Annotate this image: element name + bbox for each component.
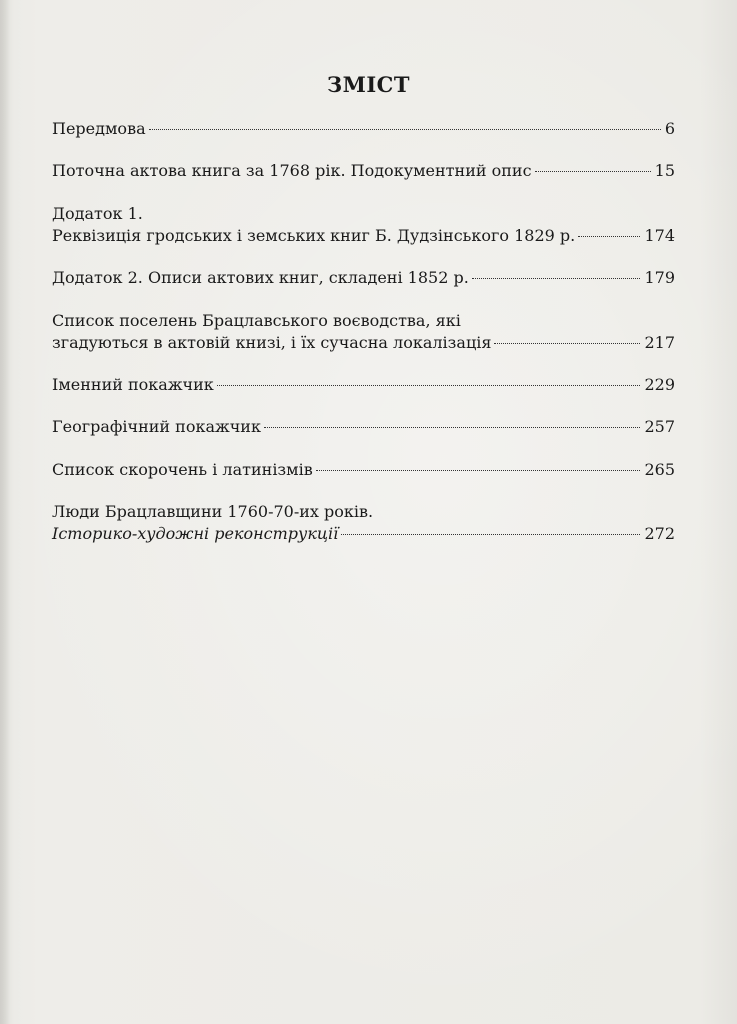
toc-entry-appendix-2[interactable]: [52, 267, 675, 289]
toc-entry-line: [52, 523, 675, 545]
toc-entry-current-act-book[interactable]: [52, 160, 675, 182]
dot-leader: [578, 236, 640, 237]
toc-page-number: 217: [644, 333, 675, 352]
toc-entry-title: Додаток 1.: [52, 204, 143, 223]
toc-entry-title: Поточна актова книга за 1768 рік. Подокументний опис: [52, 161, 532, 180]
dot-leader: [494, 343, 640, 344]
toc-entry-title: Історико-художні реконструкції: [52, 524, 339, 543]
toc-entry-line: [52, 374, 675, 396]
dot-leader: [264, 427, 641, 428]
toc-page-number: 179: [644, 268, 675, 287]
toc-page-number: 265: [644, 460, 675, 479]
toc-entry-line: [52, 416, 675, 438]
toc-entry-appendix-1[interactable]: [52, 203, 675, 247]
toc-entry-title: Іменний покажчик: [52, 375, 214, 394]
toc-entry-line: [52, 118, 675, 140]
toc-entry-title: Список поселень Брацлавського воєводства, які: [52, 311, 461, 330]
toc-entry-title: Географічний покажчик: [52, 417, 261, 436]
toc-entry-line: [52, 160, 675, 182]
toc-entry-settlements-list[interactable]: [52, 310, 675, 354]
toc-entry-preface[interactable]: [52, 118, 675, 140]
page-title: ЗМІСТ: [326, 72, 411, 97]
toc-page-number: 6: [664, 119, 675, 138]
toc-entry-title: згадуються в актовій книзі, і їх сучасна локалізація: [52, 333, 492, 352]
toc-entry-line: [52, 267, 675, 289]
toc-entry-line: [52, 310, 675, 332]
page-binding-shadow: [0, 0, 10, 1024]
toc-entry-geographic-index[interactable]: [52, 416, 675, 438]
dot-leader: [316, 470, 641, 471]
dot-leader: [341, 534, 640, 535]
toc-entry-line: [52, 332, 675, 354]
toc-page-number: 257: [644, 417, 675, 436]
toc-page-number: 174: [644, 226, 675, 245]
toc-entry-title: Додаток 2. Описи актових книг, складені 1852 р.: [52, 268, 469, 287]
toc-entry-title: Передмова: [52, 119, 146, 138]
toc-entry-line: [52, 459, 675, 481]
toc-entry-title: Люди Брацлавщини 1760-70-их років.: [52, 502, 374, 521]
dot-leader: [217, 385, 641, 386]
toc-page-number: 272: [644, 524, 675, 543]
dot-leader: [472, 278, 641, 279]
toc-page-number: 229: [644, 375, 675, 394]
toc-entry-name-index[interactable]: [52, 374, 675, 396]
dot-leader: [535, 171, 651, 172]
toc-entry-line: [52, 203, 675, 225]
toc-entry-line: [52, 501, 675, 523]
toc-entry-line: [52, 225, 675, 247]
toc-entry-title: Реквізиція гродських і земських книг Б. Дудзінського 1829 р.: [52, 226, 576, 245]
toc-entry-abbreviations[interactable]: [52, 459, 675, 481]
toc-entry-people-reconstructions[interactable]: [52, 501, 675, 545]
toc-page-number: 15: [654, 161, 675, 180]
toc-entry-title: Список скорочень і латинізмів: [52, 460, 313, 479]
dot-leader: [149, 129, 661, 130]
